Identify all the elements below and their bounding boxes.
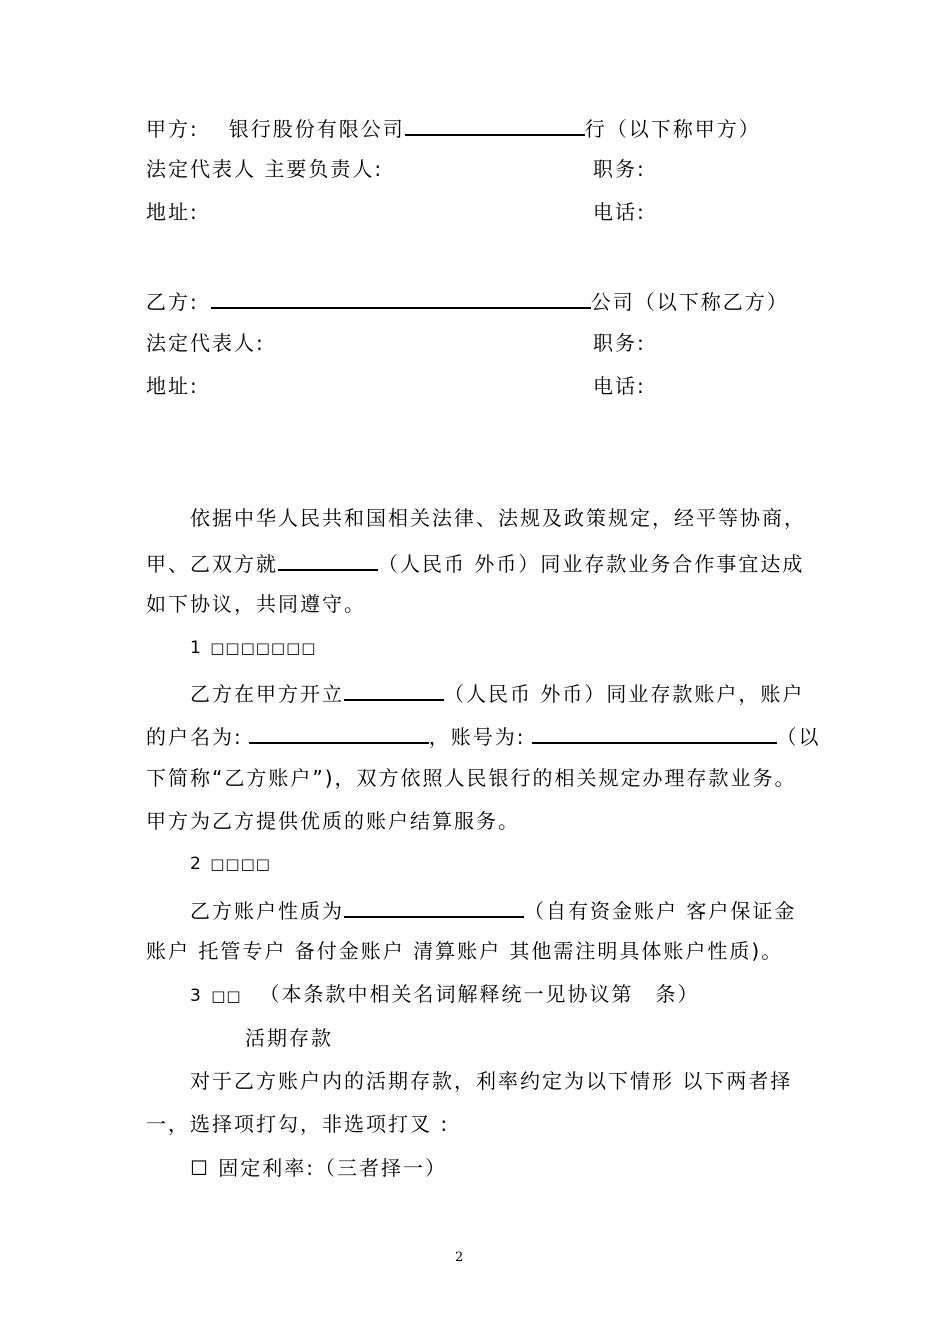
- intro-line-3: 如下协议，共同遵守。: [146, 592, 366, 616]
- party-a-title-label: 职务:: [593, 157, 646, 181]
- fixed-rate-label: 固定利率:（三者择一）: [218, 1156, 448, 1180]
- section-2-heading-text: □□□□: [210, 855, 271, 873]
- party-b-title-label: 职务:: [593, 331, 646, 355]
- intro-line-2-start: 甲、乙双方就: [146, 552, 278, 576]
- account-name-blank[interactable]: [249, 722, 429, 744]
- section-3-line-2: 一，选择项打勾，非选项打叉 :: [146, 1112, 450, 1136]
- party-a-label: 甲方:: [146, 117, 199, 141]
- open-account-blank[interactable]: [344, 679, 444, 701]
- section-1-heading-text: □□□□□□□: [210, 639, 317, 657]
- section-2-line-2: 账户 托管专户 备付金账户 清算账户 其他需注明具体账户性质)。: [146, 939, 784, 963]
- section-2-number: 2: [190, 854, 203, 874]
- section-2-line-1-end: （自有资金账户 客户保证金: [524, 899, 797, 923]
- party-a-bank: 银行股份有限公司: [228, 117, 405, 141]
- section-3-heading-text: □□: [211, 987, 242, 1005]
- account-name-label: 的户名为:: [146, 725, 243, 749]
- intro-line-2: [146, 549, 804, 576]
- party-a-address-label: 地址:: [146, 200, 199, 224]
- party-a-branch-blank[interactable]: [405, 114, 585, 136]
- party-a-rep-label: 法定代表人 主要负责人:: [146, 157, 384, 181]
- page-number: 2: [455, 1250, 464, 1265]
- section-1-number: 1: [190, 638, 203, 658]
- section-2-line-1: [190, 896, 796, 923]
- section-2-heading: [190, 852, 271, 876]
- section-1-line-1-start: 乙方在甲方开立: [190, 682, 344, 706]
- party-b-phone-label: 电话:: [593, 374, 646, 398]
- party-a-suffix: 行（以下称甲方）: [584, 117, 761, 141]
- section-1-line-2-end: （以: [776, 725, 821, 749]
- account-nature-blank[interactable]: [344, 896, 524, 918]
- section-1-line-4: 甲方为乙方提供优质的账户结算服务。: [146, 809, 520, 833]
- party-b-address-label: 地址:: [146, 374, 199, 398]
- section-3-number: 3: [190, 986, 203, 1006]
- section-1-line-3: 下简称“乙方账户”)，双方依照人民银行的相关规定办理存款业务。: [146, 766, 797, 790]
- party-b-suffix: 公司（以下称乙方）: [590, 290, 789, 314]
- party-b-label: 乙方:: [146, 290, 199, 314]
- section-1-heading: [190, 636, 316, 660]
- party-b-rep-label: 法定代表人:: [146, 331, 265, 355]
- party-a-line: [146, 114, 761, 141]
- section-3-note: （本条款中相关名词解释统一见协议第 条）: [259, 982, 700, 1006]
- party-b-name-blank[interactable]: [211, 287, 591, 309]
- intro-line-2-end: （人民币 外币）同业存款业务合作事宜达成: [378, 552, 805, 576]
- fixed-rate-option[interactable]: [190, 1156, 447, 1180]
- section-2-line-1-start: 乙方账户性质为: [190, 899, 344, 923]
- section-3-subheading: 活期存款: [245, 1026, 333, 1050]
- section-3-heading: [190, 982, 700, 1008]
- section-3-line-1: 对于乙方账户内的活期存款，利率约定为以下情形 以下两者择: [190, 1069, 793, 1093]
- party-a-phone-label: 电话:: [593, 200, 646, 224]
- account-number-blank[interactable]: [532, 722, 777, 744]
- party-b-line: [146, 287, 789, 314]
- account-number-label: ，账号为:: [428, 725, 526, 749]
- currency-blank[interactable]: [278, 549, 378, 571]
- section-1-line-1: [190, 679, 804, 706]
- section-1-line-1-end: （人民币 外币）同业存款账户，账户: [444, 682, 805, 706]
- intro-line-1: 依据中华人民共和国相关法律、法规及政策规定，经平等协商，: [190, 506, 806, 530]
- section-1-line-2: [146, 722, 821, 749]
- checkbox-icon[interactable]: ☐: [190, 1156, 210, 1180]
